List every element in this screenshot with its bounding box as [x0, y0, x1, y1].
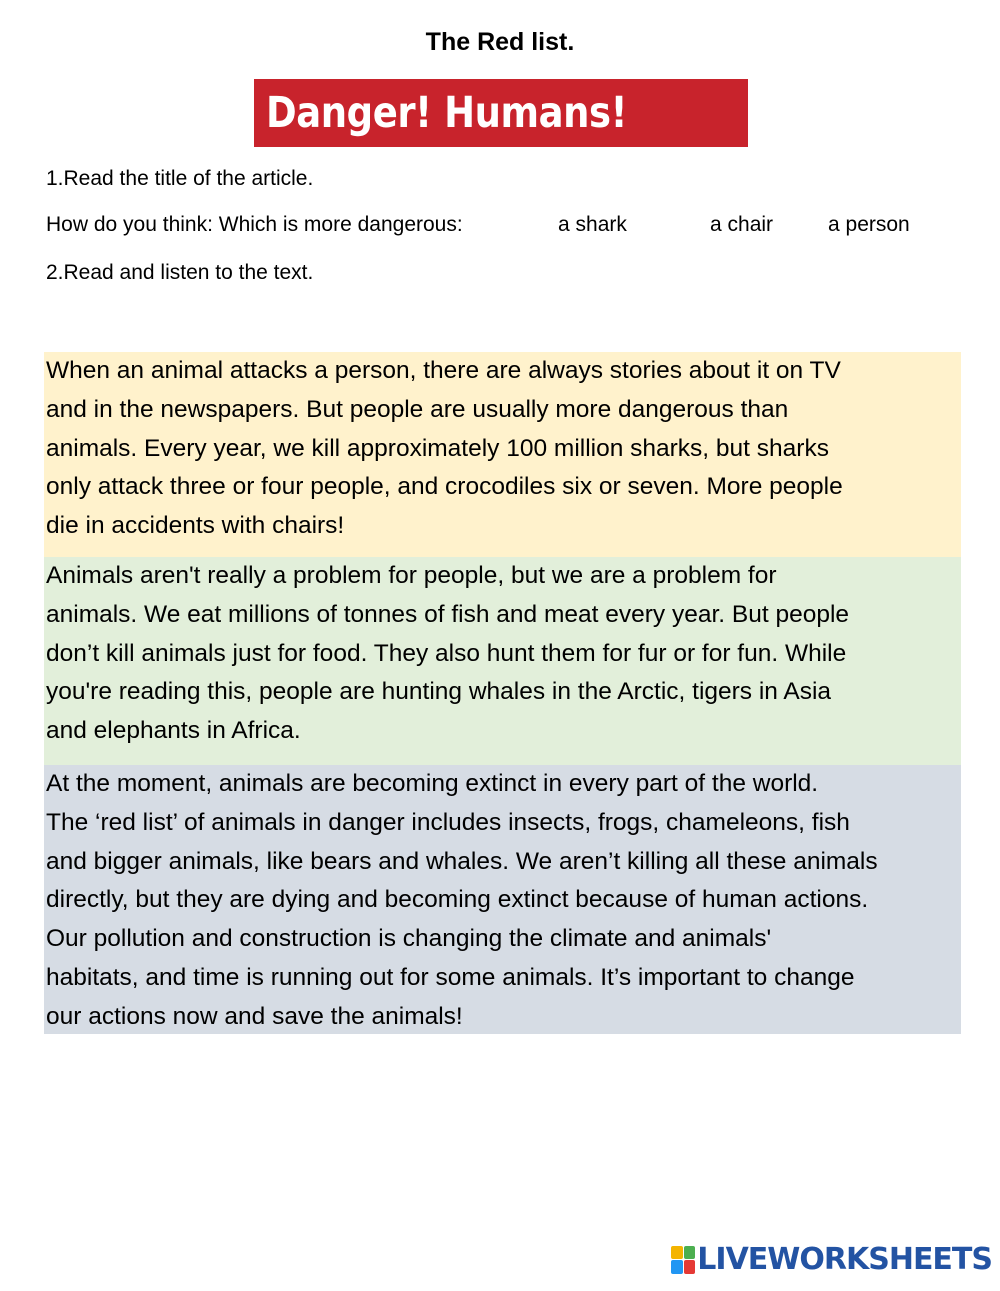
- paragraph-line: Animals aren't really a problem for people, but we are a problem for: [46, 562, 777, 589]
- paragraph-line: The ‘red list’ of animals in danger includes insects, frogs, chameleons, fish: [46, 808, 850, 836]
- paragraph-line: don’t kill animals just for food. They also hunt them for fur or for fun. While: [46, 639, 847, 667]
- paragraph-line: habitats, and time is running out for some animals. It’s important to change: [46, 963, 855, 991]
- option-person[interactable]: a person: [828, 213, 910, 236]
- option-shark[interactable]: a shark: [558, 213, 627, 236]
- option-chair[interactable]: a chair: [710, 213, 774, 236]
- task-1-instruction: 1.Read the title of the article.: [46, 167, 314, 190]
- paragraph-line: you're reading this, people are hunting whales in the Arctic, tigers in Asia: [46, 678, 832, 706]
- paragraph-line: our actions now and save the animals!: [46, 1002, 463, 1030]
- task-2-instruction: 2.Read and listen to the text.: [46, 261, 314, 284]
- paragraph-line: only attack three or four people, and crocodiles six or seven. More people: [46, 473, 843, 501]
- paragraph-line: and in the newspapers. But people are usually more dangerous than: [46, 395, 789, 423]
- question-prompt: How do you think: Which is more dangerous:: [46, 213, 463, 236]
- paragraph-line: At the moment, animals are becoming extinct in every part of the world.: [46, 770, 819, 797]
- paragraph-line: animals. Every year, we kill approximately 100 million sharks, but sharks: [46, 434, 829, 462]
- paragraph-line: directly, but they are dying and becoming extinct because of human actions.: [46, 886, 869, 914]
- brand-text: LIVEWORKSHEETS: [697, 1242, 992, 1277]
- paragraph-line: animals. We eat millions of tonnes of fish and meat every year. But people: [46, 600, 850, 628]
- article-title-banner: [254, 79, 748, 147]
- paragraph-line: When an animal attacks a person, there are always stories about it on TV: [46, 357, 841, 384]
- page-title: The Red list.: [425, 28, 575, 56]
- liveworksheets-logo-icon: [671, 1246, 695, 1274]
- paragraph-1: [44, 352, 961, 557]
- paragraph-3: [44, 765, 961, 1034]
- liveworksheets-brand: [671, 1242, 992, 1277]
- paragraph-line: Our pollution and construction is changing the climate and animals': [46, 925, 772, 953]
- paragraph-line: and bigger animals, like bears and whales. We aren’t killing all these animals: [46, 847, 878, 875]
- paragraph-2: [44, 557, 961, 765]
- paragraph-line: die in accidents with chairs!: [46, 512, 345, 540]
- paragraph-line: and elephants in Africa.: [46, 717, 301, 745]
- banner-text: Danger! Humans!: [266, 88, 628, 138]
